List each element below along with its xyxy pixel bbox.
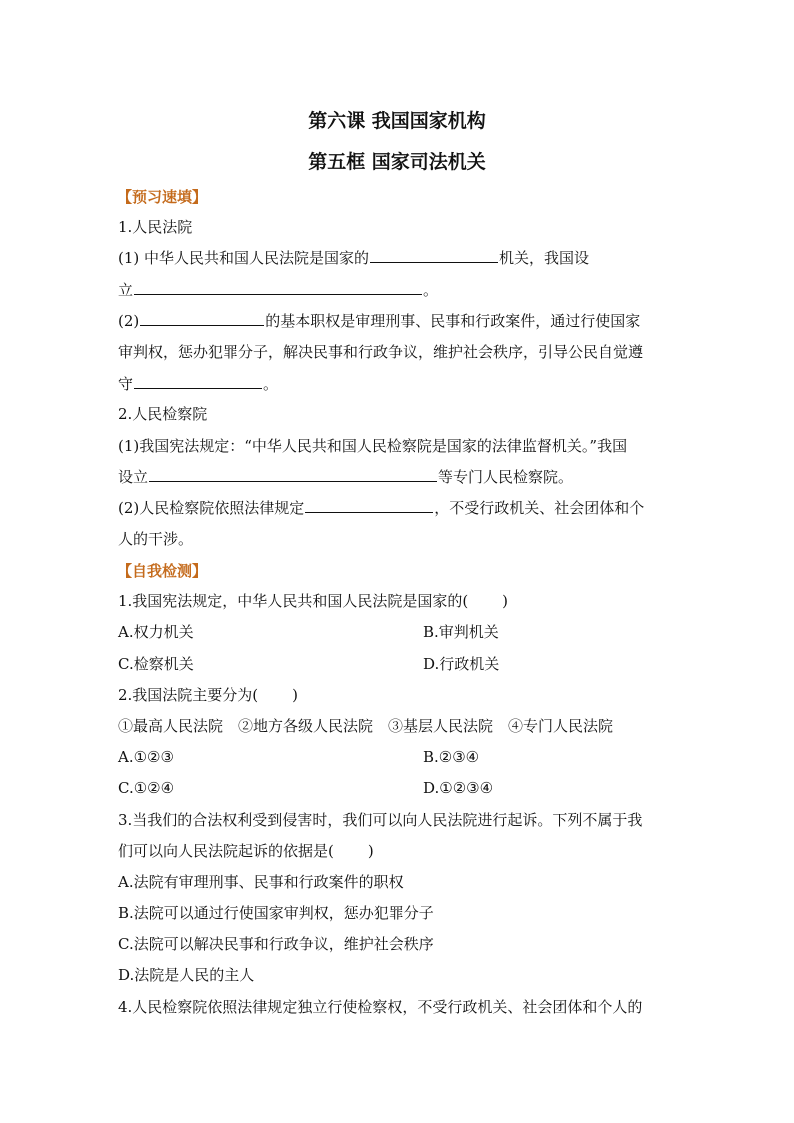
q1-option-b[interactable]: B.审判机关 [423,623,499,641]
q2-option-c[interactable]: C.①②④ [118,779,175,797]
question-4-line1: 4.人民检察院依照法律规定独立行使检察权，不受行政机关、社会团体和个人的 [118,998,643,1016]
proc-para1-line1: (1)我国宪法规定：“中华人民共和国人民检察院是国家的法律监督机关。”我国 [118,437,628,455]
fill-blank[interactable] [140,311,264,326]
court-subtitle: 1.人民法院 [118,218,193,236]
check-heading: 【自我检测】 [117,562,208,580]
q1-option-c[interactable]: C.检察机关 [118,655,194,673]
court-para2-text-e: 。 [263,375,279,393]
section-title: 第五框 国家司法机关 [308,151,486,173]
question-2-text: 2.我国法院主要分为( [118,686,259,704]
question-1 [118,591,508,611]
court-para1-text-d: 。 [423,281,439,299]
court-para2-line3 [118,374,278,394]
lesson-title: 第六课 我国国家机构 [308,110,486,132]
q2-option-d[interactable]: D.①②③④ [423,779,494,797]
question-3-line2 [118,841,374,861]
question-3-text: 们可以向人民法院起诉的依据是( [118,842,334,860]
court-para1-line2 [118,280,438,300]
fill-blank[interactable] [149,467,437,482]
q2-option-b[interactable]: B.②③④ [423,748,480,766]
court-para2-line2: 审判权，惩办犯罪分子，解决民事和行政争议，维护社会秩序，引导公民自觉遵 [118,343,644,361]
court-para2-line1 [118,311,640,331]
question-3-line1: 3.当我们的合法权利受到侵害时，我们可以向人民法院进行起诉。下列不属于我 [118,811,643,829]
procuratorate-subtitle: 2.人民检察院 [118,405,208,423]
q2-option-a[interactable]: A.①②③ [118,748,174,766]
q1-option-a[interactable]: A.权力机关 [118,623,194,641]
q1-option-d[interactable]: D.行政机关 [423,655,500,673]
proc-para1-text-b: 设立 [118,468,149,486]
court-para1-line1 [118,248,589,268]
question-1-close: ) [502,592,509,610]
proc-para2-text-b: ，不受行政机关、社会团体和个 [434,499,645,517]
proc-para2-text-a: (2)人民检察院依照法律规定 [118,499,305,517]
fill-blank[interactable] [134,374,262,389]
preview-heading: 【预习速填】 [117,188,208,206]
court-para1-text-a: (1) 中华人民共和国人民法院是国家的 [118,249,370,267]
question-2 [118,685,298,705]
court-para2-text-d: 守 [118,375,134,393]
court-para2-text-b: 的基本职权是审理刑事、民事和行政案件，通过行使国家 [265,312,641,330]
question-2-items: ①最高人民法院 ②地方各级人民法院 ③基层人民法院 ④专门人民法院 [118,717,614,735]
proc-para2-line1 [118,498,644,518]
q3-option-a[interactable]: A.法院有审理刑事、民事和行政案件的职权 [118,873,404,891]
question-3-close: ) [367,842,374,860]
proc-para2-line2: 人的干涉。 [118,530,194,548]
court-para2-text-a: (2) [118,312,140,330]
question-2-close: ) [292,686,299,704]
court-para1-text-b: 机关，我国设 [499,249,590,267]
fill-blank[interactable] [305,498,433,513]
fill-blank[interactable] [134,280,422,295]
question-1-text: 1.我国宪法规定，中华人民共和国人民法院是国家的( [118,592,469,610]
proc-para1-line2 [118,467,573,487]
proc-para1-text-c: 等专门人民检察院。 [438,468,574,486]
q3-option-d[interactable]: D.法院是人民的主人 [118,966,255,984]
q3-option-c[interactable]: C.法院可以解决民事和行政争议，维护社会秩序 [118,935,434,953]
fill-blank[interactable] [370,248,498,263]
court-para1-text-c: 立 [118,281,134,299]
q3-option-b[interactable]: B.法院可以通过行使国家审判权，惩办犯罪分子 [118,904,434,922]
